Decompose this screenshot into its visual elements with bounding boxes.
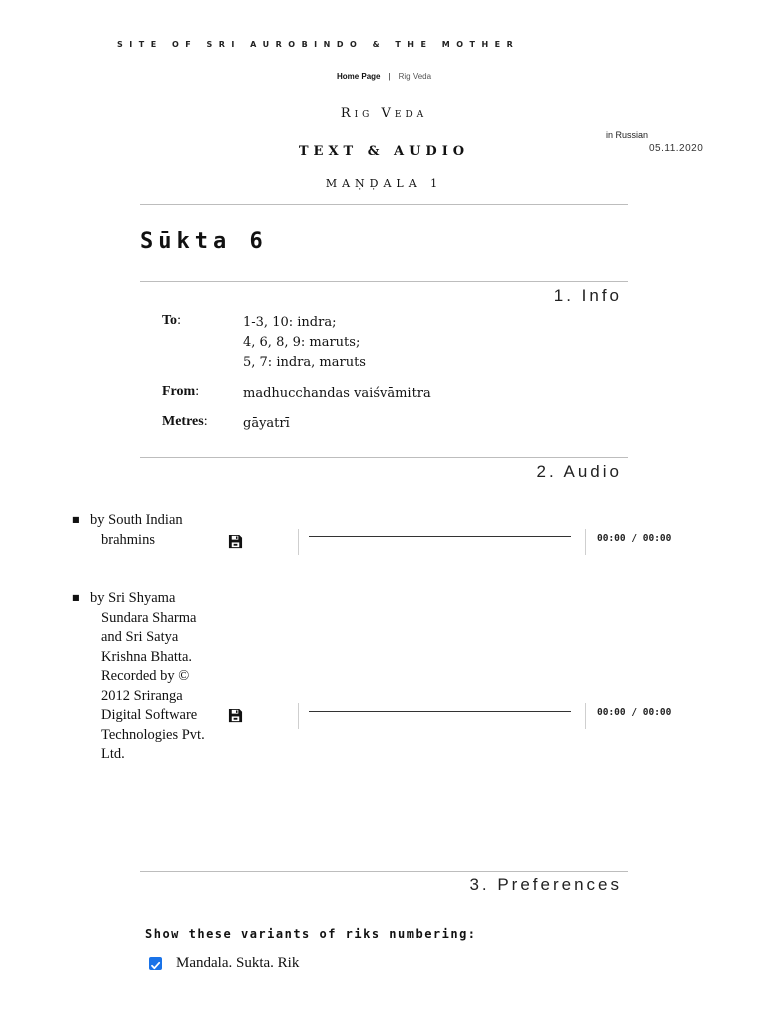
recording-description: by South Indian brahmins	[90, 512, 183, 548]
divider	[140, 204, 628, 205]
audio-heading[interactable]: 2. Audio	[536, 462, 622, 481]
info-heading[interactable]: 1. Info	[553, 286, 622, 305]
to-line: 1-3, 10: indra;	[243, 315, 337, 330]
breadcrumb-current: Rig Veda	[398, 72, 432, 81]
from-value: madhucchandas vaiśvāmitra	[243, 386, 431, 401]
checkbox-label[interactable]: Mandala. Sukta. Rik	[176, 955, 300, 971]
page-title: Rig Veda	[340, 106, 428, 121]
player-divider	[298, 703, 299, 729]
to-line: 5, 7: indra, maruts	[243, 355, 366, 370]
audio-progress-track[interactable]	[309, 711, 571, 712]
divider	[140, 281, 628, 282]
audio-time: 00:00 / 00:00	[597, 707, 672, 718]
to-label: To:	[162, 313, 181, 328]
floppy-disk-icon[interactable]	[228, 708, 243, 727]
divider	[140, 457, 628, 458]
breadcrumb-separator: |	[388, 72, 391, 81]
preferences-heading[interactable]: 3. Preferences	[469, 875, 622, 894]
floppy-disk-icon[interactable]	[228, 534, 243, 553]
divider	[140, 871, 628, 872]
mandala-sukta-rik-checkbox[interactable]	[149, 957, 162, 970]
list-bullet: ■	[72, 515, 80, 524]
breadcrumb-home-link[interactable]: Home Page	[336, 72, 381, 81]
breadcrumb	[0, 72, 768, 81]
metres-value: gāyatrī	[243, 416, 290, 431]
russian-version-link[interactable]: in Russian	[606, 130, 649, 140]
metres-label: Metres:	[162, 414, 208, 429]
audio-time: 00:00 / 00:00	[597, 533, 672, 544]
page-date: 05.11.2020	[649, 143, 704, 154]
to-line: 4, 6, 8, 9: maruts;	[243, 335, 361, 350]
player-divider	[585, 529, 586, 555]
player-divider	[298, 529, 299, 555]
from-label: From:	[162, 384, 200, 399]
page-subtitle: TEXT & AUDIO	[298, 144, 470, 159]
to-value	[243, 313, 366, 373]
sukta-title: Sūkta 6	[140, 229, 268, 254]
player-divider	[585, 703, 586, 729]
mandala-title: MAṆḌALA 1	[325, 177, 443, 190]
numbering-question: Show these variants of riks numbering:	[145, 927, 477, 941]
recording-description: by Sri Shyama Sundara Sharma and Sri Satya Krishna Bhatta. Recorded by © 2012 Sriranga Digital Software Technologies Pvt. Ltd.	[90, 590, 205, 762]
audio-progress-track[interactable]	[309, 536, 571, 537]
list-bullet: ■	[72, 593, 80, 602]
site-name[interactable]: SITE OF SRI AUROBINDO & THE MOTHER	[117, 40, 520, 49]
